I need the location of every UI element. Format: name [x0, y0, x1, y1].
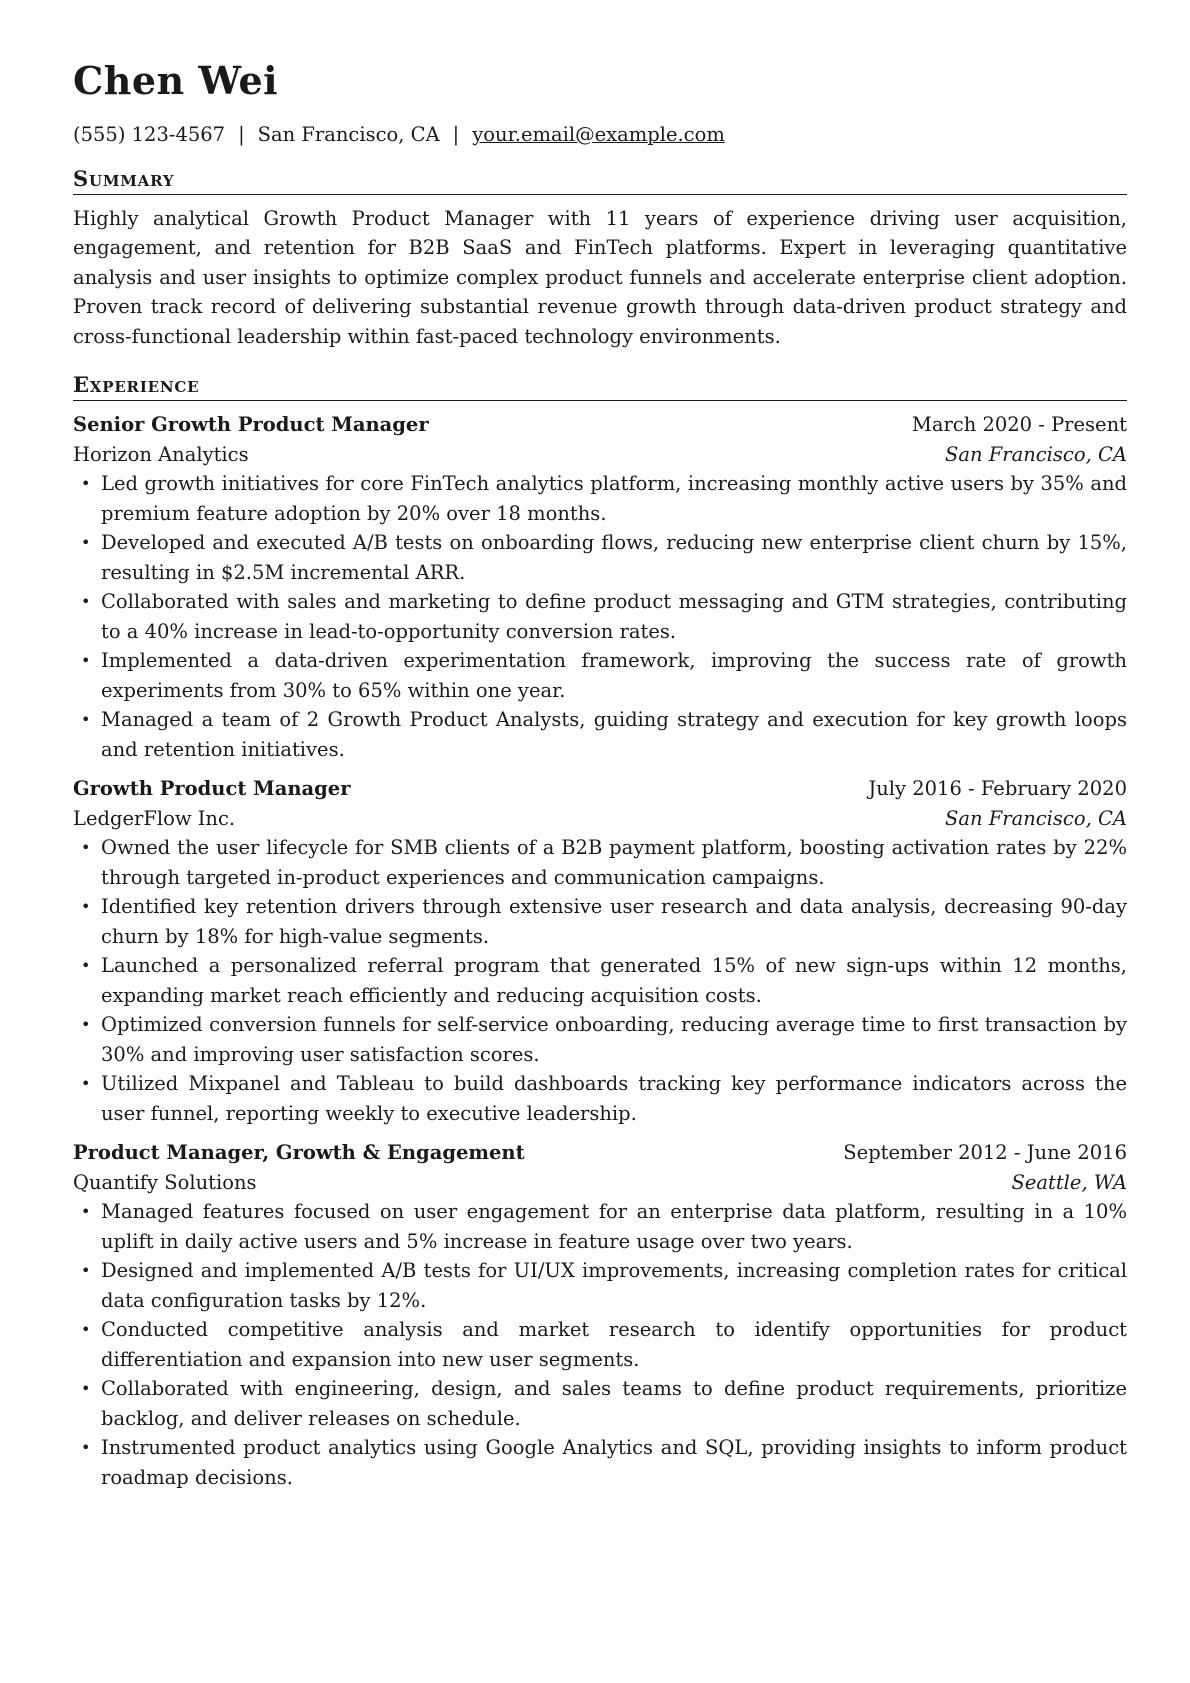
job-company: Quantify Solutions [73, 1170, 257, 1194]
job-dates: March 2020 - Present [911, 413, 1127, 437]
experience-heading: Experience [73, 373, 1127, 401]
bullet-dot-icon: • [81, 710, 91, 730]
bullet-dot-icon: • [81, 1015, 91, 1035]
job-bullet-list [73, 469, 1127, 764]
bullet-dot-icon: • [81, 1074, 91, 1094]
bullet-dot-icon: • [81, 1202, 91, 1222]
summary-paragraph: Highly analytical Growth Product Manager with 11 years of experience driving user acquisition, engagement, and retention for B2B SaaS and FinTech platforms. Expert in leveraging quantitative analysis and user insights to optimize complex product funnels and accelerate enterprise client adoption. Proven track record of delivering substantial revenue growth through data-driven product strategy and cross-functional leadership within fast-paced technology environments. [73, 206, 1127, 348]
contact-separator: | [238, 123, 245, 146]
bullet-text: Collaborated with engineering, design, and sales teams to define product requirements, prioritize backlog, and deliver releases on schedule. [101, 1377, 1127, 1430]
location-text: San Francisco, CA [257, 123, 440, 146]
bullet-dot-icon: • [81, 1438, 91, 1458]
bullet-item [73, 1010, 1127, 1069]
bullet-dot-icon: • [81, 533, 91, 553]
bullet-dot-icon: • [81, 956, 91, 976]
email-link[interactable]: your.email@example.com [472, 123, 725, 146]
bullet-text: Utilized Mixpanel and Tableau to build dashboards tracking key performance indicators across the user funnel, reporting weekly to executive leadership. [101, 1072, 1127, 1125]
job-bullet-list [73, 1197, 1127, 1492]
candidate-name: Chen Wei [73, 58, 279, 103]
bullet-text: Managed features focused on user engagement for an enterprise data platform, resulting in a 10% uplift in daily active users and 5% increase in feature usage over two years. [101, 1200, 1127, 1253]
bullet-text: Developed and executed A/B tests on onboarding flows, reducing new enterprise client churn by 15%, resulting in $2.5M incremental ARR. [101, 531, 1127, 584]
contact-line [73, 125, 1127, 145]
bullet-dot-icon: • [81, 592, 91, 612]
bullet-text: Instrumented product analytics using Google Analytics and SQL, providing insights to inform product roadmap decisions. [101, 1436, 1127, 1489]
job-entry [73, 1138, 1127, 1492]
job-company: LedgerFlow Inc. [73, 806, 236, 830]
bullet-text: Implemented a data-driven experimentation framework, improving the success rate of growth experiments from 30% to 65% within one year. [101, 649, 1127, 702]
bullet-item [73, 1197, 1127, 1256]
job-title-row [73, 1138, 1127, 1168]
job-title-row [73, 774, 1127, 804]
job-entry [73, 774, 1127, 1128]
job-location: Seattle, WA [1011, 1170, 1127, 1194]
job-location: San Francisco, CA [944, 806, 1127, 830]
job-location: San Francisco, CA [944, 442, 1127, 466]
bullet-text: Designed and implemented A/B tests for UI/UX improvements, increasing completion rates for critical data configuration tasks by 12%. [101, 1259, 1127, 1312]
bullet-text: Launched a personalized referral program that generated 15% of new sign-ups within 12 months, expanding market reach efficiently and reducing acquisition costs. [101, 954, 1127, 1007]
bullet-item [73, 892, 1127, 951]
bullet-item [73, 1374, 1127, 1433]
bullet-dot-icon: • [81, 1320, 91, 1340]
bullet-item [73, 1433, 1127, 1492]
job-dates: July 2016 - February 2020 [868, 777, 1127, 801]
job-role: Product Manager, Growth & Engagement [73, 1141, 525, 1165]
bullet-dot-icon: • [81, 1261, 91, 1281]
phone-number: (555) 123-4567 [73, 123, 226, 146]
bullet-dot-icon: • [81, 897, 91, 917]
bullet-item [73, 705, 1127, 764]
bullet-dot-icon: • [81, 474, 91, 494]
bullet-item [73, 951, 1127, 1010]
bullet-item [73, 646, 1127, 705]
bullet-text: Conducted competitive analysis and market research to identify opportunities for product differentiation and expansion into new user segments. [101, 1318, 1127, 1371]
job-title-row [73, 410, 1127, 440]
bullet-text: Managed a team of 2 Growth Product Analysts, guiding strategy and execution for key growth loops and retention initiatives. [101, 708, 1127, 761]
experience-list [73, 410, 1127, 1492]
summary-heading: Summary [73, 167, 1127, 195]
bullet-text: Owned the user lifecycle for SMB clients of a B2B payment platform, boosting activation rates by 22% through targeted in-product experiences and communication campaigns. [101, 836, 1127, 889]
bullet-item [73, 1069, 1127, 1128]
bullet-text: Optimized conversion funnels for self-service onboarding, reducing average time to first transaction by 30% and improving user satisfaction scores. [101, 1013, 1127, 1066]
bullet-text: Collaborated with sales and marketing to define product messaging and GTM strategies, contributing to a 40% increase in lead-to-opportunity conversion rates. [101, 590, 1127, 643]
bullet-item [73, 469, 1127, 528]
contact-separator: | [452, 123, 460, 146]
bullet-item [73, 1315, 1127, 1374]
bullet-item [73, 833, 1127, 892]
job-role: Senior Growth Product Manager [73, 413, 429, 437]
resume-page [73, 58, 1127, 1492]
bullet-dot-icon: • [81, 838, 91, 858]
job-dates: September 2012 - June 2016 [843, 1141, 1127, 1165]
bullet-text: Identified key retention drivers through extensive user research and data analysis, decreasing 90-day churn by 18% for high-value segments. [101, 895, 1127, 948]
job-company-row [73, 1168, 1127, 1198]
job-bullet-list [73, 833, 1127, 1128]
job-company: Horizon Analytics [73, 442, 249, 466]
job-company-row [73, 804, 1127, 834]
job-role: Growth Product Manager [73, 777, 351, 801]
bullet-item [73, 1256, 1127, 1315]
job-company-row [73, 440, 1127, 470]
bullet-dot-icon: • [81, 1379, 91, 1399]
bullet-dot-icon: • [81, 651, 91, 671]
job-entry [73, 410, 1127, 764]
bullet-item [73, 528, 1127, 587]
bullet-text: Led growth initiatives for core FinTech analytics platform, increasing monthly active users by 35% and premium feature adoption by 20% over 18 months. [101, 472, 1127, 525]
bullet-item [73, 587, 1127, 646]
